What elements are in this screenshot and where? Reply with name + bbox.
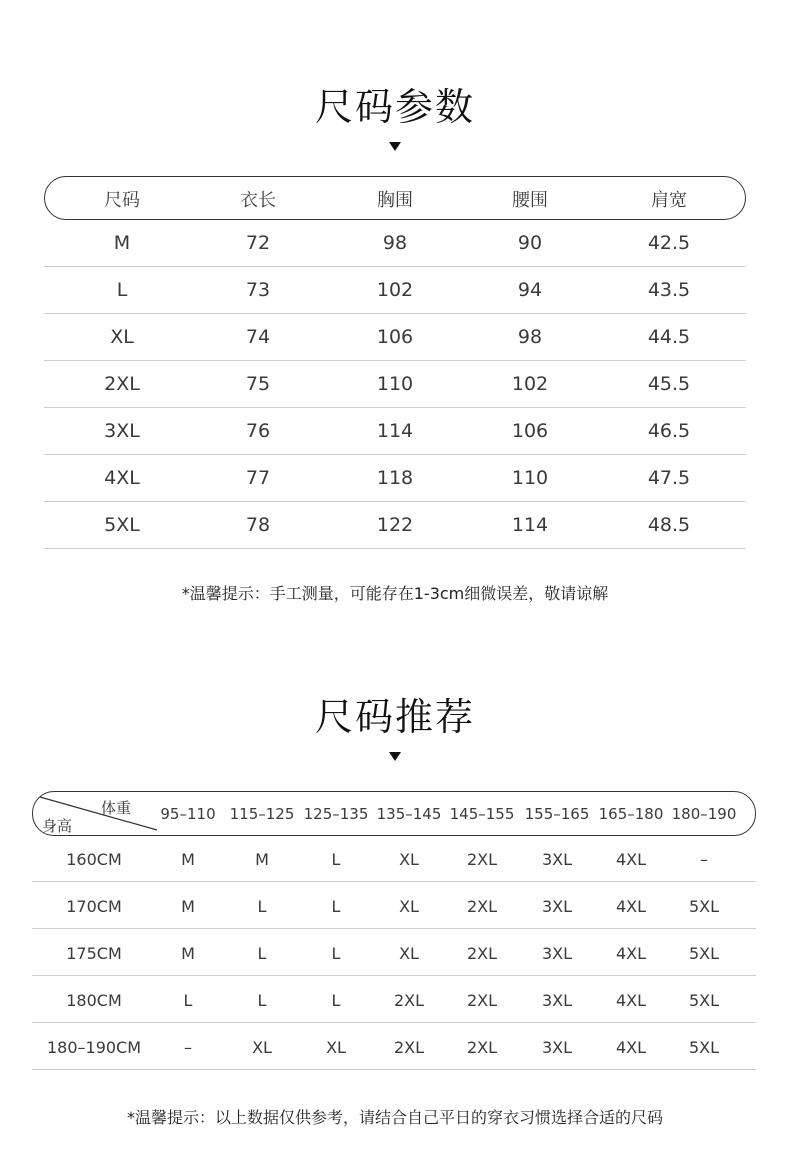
cell-height: 170CM bbox=[66, 897, 122, 916]
cell-chest: 118 bbox=[376, 467, 414, 489]
cell-recommended-size: 4XL bbox=[615, 897, 647, 916]
cell-chest: 114 bbox=[376, 420, 414, 442]
row-divider bbox=[44, 360, 746, 361]
cell-shoulder: 45.5 bbox=[647, 373, 691, 395]
cell-shoulder: 43.5 bbox=[647, 279, 691, 301]
size-params-title: 尺码参数 bbox=[314, 85, 475, 129]
header-weight: 115–125 bbox=[229, 805, 295, 823]
cell-shoulder: 48.5 bbox=[647, 514, 691, 536]
row-divider bbox=[44, 407, 746, 408]
cell-size: 5XL bbox=[104, 514, 140, 536]
corner-height-label: 身高 bbox=[42, 817, 73, 835]
cell-recommended-size: 2XL bbox=[393, 1038, 425, 1057]
corner-weight-label: 体重 bbox=[101, 799, 132, 817]
header-weight: 95–110 bbox=[160, 805, 216, 823]
cell-recommended-size: 2XL bbox=[466, 897, 498, 916]
size-recommend-note: *温馨提示：以上数据仅供参考，请结合自己平日的穿衣习惯选择合适的尺码 bbox=[126, 1108, 663, 1127]
size-params-note: *温馨提示：手工测量，可能存在1-3cm细微误差，敬请谅解 bbox=[181, 584, 609, 603]
cell-recommended-size: 3XL bbox=[541, 1038, 573, 1057]
header-chest: 胸围 bbox=[377, 190, 413, 211]
cell-recommended-size: L bbox=[331, 944, 341, 963]
cell-size: 3XL bbox=[104, 420, 140, 442]
row-divider bbox=[32, 928, 756, 929]
cell-recommended-size: 3XL bbox=[541, 991, 573, 1010]
cell-recommended-size: L bbox=[183, 991, 193, 1010]
cell-chest: 102 bbox=[376, 279, 414, 301]
cell-height: 180CM bbox=[66, 991, 122, 1010]
cell-recommended-size: XL bbox=[399, 850, 419, 869]
header-weight: 180–190 bbox=[671, 805, 737, 823]
down-arrow-icon bbox=[389, 752, 401, 761]
cell-recommended-size: L bbox=[331, 850, 341, 869]
cell-recommended-size: 3XL bbox=[541, 897, 573, 916]
header-weight: 165–180 bbox=[598, 805, 664, 823]
cell-length: 76 bbox=[245, 420, 271, 442]
cell-recommended-size: 2XL bbox=[466, 944, 498, 963]
cell-shoulder: 46.5 bbox=[647, 420, 691, 442]
cell-shoulder: 47.5 bbox=[647, 467, 691, 489]
cell-waist: 98 bbox=[517, 326, 543, 348]
cell-recommended-size: M bbox=[181, 850, 195, 869]
cell-size: 2XL bbox=[104, 373, 140, 395]
cell-length: 74 bbox=[245, 326, 271, 348]
cell-recommended-size: 2XL bbox=[466, 991, 498, 1010]
cell-recommended-size: L bbox=[257, 944, 267, 963]
cell-recommended-size: XL bbox=[399, 897, 419, 916]
cell-recommended-size: L bbox=[331, 897, 341, 916]
header-length: 衣长 bbox=[240, 190, 276, 211]
cell-recommended-size: 3XL bbox=[541, 944, 573, 963]
cell-size: M bbox=[113, 232, 131, 254]
cell-recommended-size: XL bbox=[326, 1038, 346, 1057]
row-divider bbox=[44, 501, 746, 502]
size-recommend-title: 尺码推荐 bbox=[314, 695, 475, 739]
row-divider bbox=[44, 454, 746, 455]
cell-height: 175CM bbox=[66, 944, 122, 963]
row-divider bbox=[32, 1069, 756, 1070]
cell-recommended-size: M bbox=[181, 897, 195, 916]
cell-recommended-size: M bbox=[181, 944, 195, 963]
header-weight: 125–135 bbox=[303, 805, 369, 823]
row-divider bbox=[44, 313, 746, 314]
cell-recommended-size: 3XL bbox=[541, 850, 573, 869]
cell-waist: 94 bbox=[517, 279, 543, 301]
cell-recommended-size: XL bbox=[252, 1038, 272, 1057]
cell-height: 180–190CM bbox=[46, 1038, 142, 1057]
cell-recommended-size: 4XL bbox=[615, 850, 647, 869]
cell-recommended-size: 2XL bbox=[466, 850, 498, 869]
header-weight: 135–145 bbox=[376, 805, 442, 823]
cell-recommended-size: 2XL bbox=[466, 1038, 498, 1057]
row-divider bbox=[32, 975, 756, 976]
cell-recommended-size: – bbox=[184, 1038, 192, 1057]
cell-recommended-size: 5XL bbox=[688, 897, 720, 916]
cell-length: 75 bbox=[245, 373, 271, 395]
cell-chest: 122 bbox=[376, 514, 414, 536]
cell-size: L bbox=[116, 279, 128, 301]
row-divider bbox=[44, 548, 746, 549]
cell-size: 4XL bbox=[104, 467, 140, 489]
cell-recommended-size: 4XL bbox=[615, 944, 647, 963]
cell-waist: 110 bbox=[511, 467, 549, 489]
cell-length: 72 bbox=[245, 232, 271, 254]
cell-shoulder: 42.5 bbox=[647, 232, 691, 254]
cell-recommended-size: L bbox=[257, 897, 267, 916]
row-divider bbox=[32, 881, 756, 882]
cell-chest: 106 bbox=[376, 326, 414, 348]
header-shoulder: 肩宽 bbox=[651, 190, 687, 211]
cell-shoulder: 44.5 bbox=[647, 326, 691, 348]
cell-waist: 114 bbox=[511, 514, 549, 536]
row-divider bbox=[44, 266, 746, 267]
cell-recommended-size: 2XL bbox=[393, 991, 425, 1010]
header-weight: 145–155 bbox=[449, 805, 515, 823]
cell-recommended-size: M bbox=[255, 850, 269, 869]
cell-waist: 90 bbox=[517, 232, 543, 254]
cell-recommended-size: 4XL bbox=[615, 991, 647, 1010]
cell-size: XL bbox=[110, 326, 134, 348]
cell-height: 160CM bbox=[66, 850, 122, 869]
cell-length: 73 bbox=[245, 279, 271, 301]
header-size: 尺码 bbox=[104, 190, 140, 211]
cell-waist: 106 bbox=[511, 420, 549, 442]
cell-recommended-size: 4XL bbox=[615, 1038, 647, 1057]
header-weight: 155–165 bbox=[524, 805, 590, 823]
cell-recommended-size: 5XL bbox=[688, 944, 720, 963]
row-divider bbox=[32, 1022, 756, 1023]
cell-chest: 98 bbox=[382, 232, 408, 254]
cell-recommended-size: L bbox=[257, 991, 267, 1010]
cell-chest: 110 bbox=[376, 373, 414, 395]
cell-length: 77 bbox=[245, 467, 271, 489]
cell-recommended-size: – bbox=[700, 850, 708, 869]
header-waist: 腰围 bbox=[512, 190, 548, 211]
cell-recommended-size: XL bbox=[399, 944, 419, 963]
cell-waist: 102 bbox=[511, 373, 549, 395]
cell-recommended-size: L bbox=[331, 991, 341, 1010]
cell-length: 78 bbox=[245, 514, 271, 536]
cell-recommended-size: 5XL bbox=[688, 991, 720, 1010]
down-arrow-icon bbox=[389, 142, 401, 151]
cell-recommended-size: 5XL bbox=[688, 1038, 720, 1057]
